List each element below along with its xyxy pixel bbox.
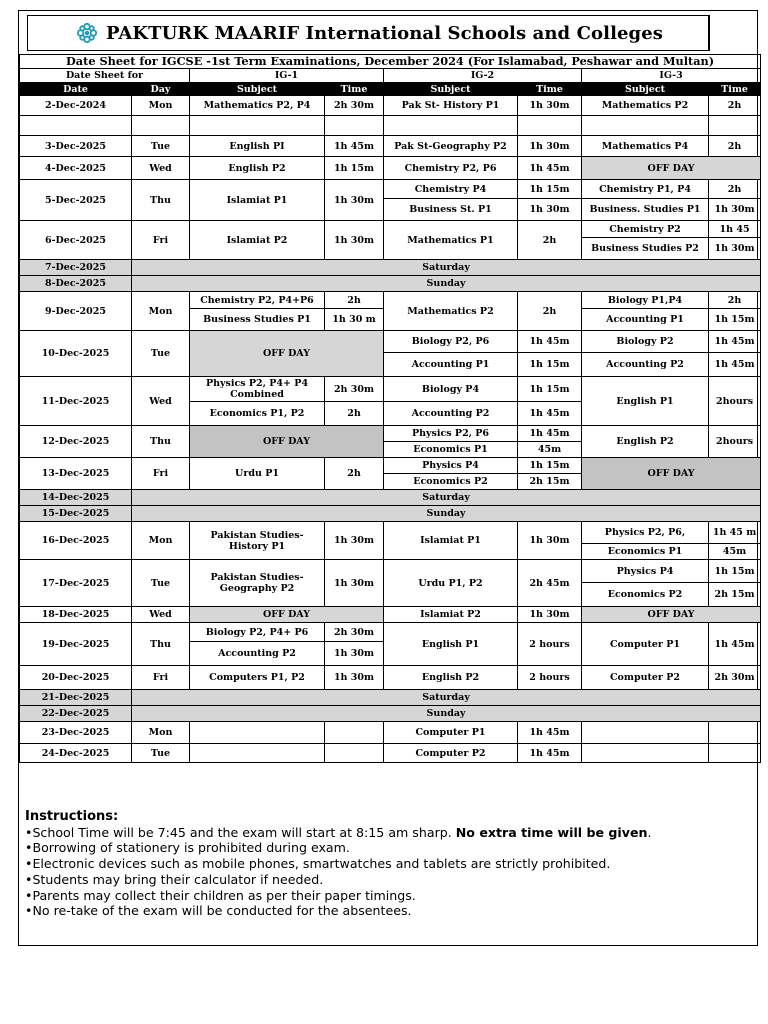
- cell-date: 16-Dec-2025: [20, 522, 132, 560]
- weekend-row: [20, 260, 761, 276]
- cell-time: 1h 45m: [518, 722, 582, 744]
- cell-time: 1h 45m: [709, 331, 761, 353]
- cell-subject: Economics P2: [384, 474, 518, 490]
- cell-subject: Accounting P2: [190, 642, 325, 666]
- date-sheet-page: [18, 10, 758, 946]
- cell-empty: [709, 116, 761, 136]
- cell-empty: [190, 744, 325, 763]
- cell-time: 2h: [709, 180, 761, 199]
- cell-time: 1h 15m: [709, 560, 761, 583]
- table-row: [20, 96, 761, 116]
- cell-day: Mon: [132, 292, 190, 331]
- cell-day: Tue: [132, 331, 190, 377]
- cell-empty: [325, 744, 384, 763]
- cell-subject: English P1: [384, 623, 518, 666]
- table-row: [20, 560, 761, 583]
- cell-time: 2 hours: [518, 623, 582, 666]
- cell-date: 17-Dec-2025: [20, 560, 132, 607]
- cell-subject: Pak St- History P1: [384, 96, 518, 116]
- table-row: [20, 292, 761, 309]
- cell-empty: [384, 116, 518, 136]
- cell-empty: [709, 744, 761, 763]
- cell-time: 1h 30 m: [325, 309, 384, 331]
- cell-time: 2h 30m: [709, 666, 761, 690]
- cell-time: 1h 30m: [325, 560, 384, 607]
- cell-date: 3-Dec-2025: [20, 136, 132, 157]
- instruction-item: • Parents may collect their children as per their paper timings.: [25, 888, 745, 904]
- instruction-emphasis: No extra time will be given: [455, 824, 648, 840]
- off-day-cell: OFF DAY: [190, 426, 384, 458]
- instruction-item: [25, 825, 745, 841]
- cell-empty: [190, 116, 325, 136]
- cell-time: 1h 45m: [518, 744, 582, 763]
- cell-subject: Business. Studies P1: [582, 199, 709, 221]
- col-ig1-time: Time: [325, 83, 384, 96]
- off-day-cell: OFF DAY: [582, 157, 761, 180]
- cell-time: 1h 30m: [518, 607, 582, 623]
- off-day-cell: OFF DAY: [582, 607, 761, 623]
- weekend-row: [20, 506, 761, 522]
- cell-time: 1h 45m: [709, 623, 761, 666]
- cell-time: 2h 30m: [325, 623, 384, 642]
- cell-subject: Biology P2: [582, 331, 709, 353]
- exam-title: Date Sheet for IGCSE -1st Term Examinations, December 2024 (For Islamabad, Peshawar and Multan): [20, 55, 761, 69]
- col-ig2-time: Time: [518, 83, 582, 96]
- cell-day: Fri: [132, 221, 190, 260]
- cell-time: 1h 30m: [325, 221, 384, 260]
- cell-subject: Islamiat P2: [384, 607, 518, 623]
- cell-time: 2 hours: [518, 666, 582, 690]
- cell-date: 22-Dec-2025: [20, 706, 132, 722]
- instruction-item: • Electronic devices such as mobile phones, smartwatches and tablets are strictly prohibited.: [25, 856, 745, 872]
- table-title-row: [20, 55, 761, 69]
- cell-subject: Physics P2, P6: [384, 426, 518, 442]
- cell-time: 45m: [709, 544, 761, 560]
- cell-day: Tue: [132, 744, 190, 763]
- cell-day: Mon: [132, 722, 190, 744]
- cell-time: 1h 45m: [518, 402, 582, 426]
- cell-subject: Chemistry P1, P4: [582, 180, 709, 199]
- weekend-label: Sunday: [132, 506, 761, 522]
- col-day: Day: [132, 83, 190, 96]
- cell-subject: Economics P2: [582, 583, 709, 607]
- cell-time: 1h 45m: [518, 331, 582, 353]
- cell-time: 2h 45m: [518, 560, 582, 607]
- cell-subject: Accounting P2: [582, 353, 709, 377]
- instruction-text: School Time will be 7:45 and the exam will start at 8:15 am sharp.: [32, 824, 456, 840]
- cell-subject: Mathematics P4: [582, 136, 709, 157]
- cell-subject: Chemistry P2, P6: [384, 157, 518, 180]
- exam-schedule-table: [19, 54, 761, 763]
- cell-day: Fri: [132, 666, 190, 690]
- cell-subject: Physics P4: [582, 560, 709, 583]
- cell-subject: Mathematics P2: [384, 292, 518, 331]
- cell-time: 1h 15m: [518, 458, 582, 474]
- ig2-header: IG-2: [384, 69, 582, 83]
- weekend-row: [20, 690, 761, 706]
- cell-time: 1h 30m: [709, 238, 761, 260]
- instructions-heading: Instructions:: [25, 809, 119, 824]
- cell-time: 1h 45 m: [709, 522, 761, 544]
- cell-day: Tue: [132, 136, 190, 157]
- cell-date: 13-Dec-2025: [20, 458, 132, 490]
- cell-subject: Mathematics P2, P4: [190, 96, 325, 116]
- cell-subject: English P2: [190, 157, 325, 180]
- cell-empty: [518, 116, 582, 136]
- cell-time: 1h 45m: [325, 136, 384, 157]
- weekend-label: Sunday: [132, 706, 761, 722]
- table-row: [20, 426, 761, 442]
- empty-row: [20, 116, 761, 136]
- cell-day: Wed: [132, 607, 190, 623]
- cell-time: 1h 30m: [325, 666, 384, 690]
- cell-empty: [325, 722, 384, 744]
- cell-date: 6-Dec-2025: [20, 221, 132, 260]
- instructions-section: [25, 809, 745, 919]
- table-row: [20, 377, 761, 402]
- date-sheet-label: Date Sheet for: [20, 69, 190, 83]
- ig1-header: IG-1: [190, 69, 384, 83]
- cell-time: 2h: [518, 292, 582, 331]
- cell-time: 1h 15m: [709, 309, 761, 331]
- cell-time: 1h 45: [709, 221, 761, 238]
- weekend-label: Saturday: [132, 260, 761, 276]
- cell-time: 45m: [518, 442, 582, 458]
- table-row: [20, 623, 761, 642]
- cell-date: 14-Dec-2025: [20, 490, 132, 506]
- cell-day: Wed: [132, 377, 190, 426]
- cell-subject: Chemistry P2, P4+P6: [190, 292, 325, 309]
- cell-time: 2hours: [709, 426, 761, 458]
- cell-empty: [582, 722, 709, 744]
- cell-empty: [20, 116, 132, 136]
- cell-subject: Islamiat P1: [384, 522, 518, 560]
- table-row: [20, 136, 761, 157]
- cell-subject: Biology P1,P4: [582, 292, 709, 309]
- cell-subject: Mathematics P1: [384, 221, 518, 260]
- column-header-row: [20, 83, 761, 96]
- group-header-row: [20, 69, 761, 83]
- cell-date: 15-Dec-2025: [20, 506, 132, 522]
- cell-date: 9-Dec-2025: [20, 292, 132, 331]
- cell-date: 24-Dec-2025: [20, 744, 132, 763]
- cell-day: Thu: [132, 623, 190, 666]
- cell-date: 21-Dec-2025: [20, 690, 132, 706]
- cell-empty: [132, 116, 190, 136]
- off-day-cell: OFF DAY: [190, 331, 384, 377]
- weekend-label: Saturday: [132, 490, 761, 506]
- table-row: [20, 666, 761, 690]
- cell-subject: Islamiat P1: [190, 180, 325, 221]
- cell-time: 2h: [518, 221, 582, 260]
- cell-time: 1h 30m: [709, 199, 761, 221]
- cell-subject: Physics P2, P4+ P4 Combined: [190, 377, 325, 402]
- instruction-item: • Borrowing of stationery is prohibited during exam.: [25, 840, 745, 856]
- cell-subject: Pakistan Studies-History P1: [190, 522, 325, 560]
- cell-subject: Chemistry P2: [582, 221, 709, 238]
- cell-subject: Economics P1: [582, 544, 709, 560]
- table-row: [20, 722, 761, 744]
- table-row: [20, 607, 761, 623]
- col-ig3-time: Time: [709, 83, 761, 96]
- school-name: PAKTURK MAARIF International Schools and Colleges: [106, 22, 664, 44]
- cell-date: 18-Dec-2025: [20, 607, 132, 623]
- cell-day: Thu: [132, 426, 190, 458]
- cell-subject: Computer P2: [582, 666, 709, 690]
- cell-day: Thu: [132, 180, 190, 221]
- cell-day: Mon: [132, 96, 190, 116]
- cell-subject: English P2: [582, 426, 709, 458]
- cell-empty: [582, 116, 709, 136]
- header-divider: [709, 15, 712, 51]
- cell-time: 2h: [709, 136, 761, 157]
- cell-time: 1h 15m: [325, 157, 384, 180]
- cell-subject: English P2: [384, 666, 518, 690]
- table-row: [20, 522, 761, 544]
- cell-day: Fri: [132, 458, 190, 490]
- cell-subject: Economics P1: [384, 442, 518, 458]
- cell-subject: Pakistan Studies-Geography P2: [190, 560, 325, 607]
- off-day-cell: OFF DAY: [190, 607, 384, 623]
- cell-subject: Accounting P2: [384, 402, 518, 426]
- instruction-item: • Students may bring their calculator if needed.: [25, 872, 745, 888]
- cell-subject: Urdu P1: [190, 458, 325, 490]
- cell-subject: Islamiat P2: [190, 221, 325, 260]
- cell-date: 20-Dec-2025: [20, 666, 132, 690]
- cell-time: 1h 15m: [518, 180, 582, 199]
- cell-subject: English P1: [582, 377, 709, 426]
- cell-subject: Business Studies P2: [582, 238, 709, 260]
- weekend-label: Sunday: [132, 276, 761, 292]
- instruction-end: .: [647, 824, 652, 840]
- cell-subject: Pak St-Geography P2: [384, 136, 518, 157]
- school-header: [27, 15, 709, 51]
- cell-subject: Computers P1, P2: [190, 666, 325, 690]
- cell-empty: [190, 722, 325, 744]
- cell-subject: Computer P2: [384, 744, 518, 763]
- cell-subject: Business Studies P1: [190, 309, 325, 331]
- cell-time: 1h 45m: [518, 157, 582, 180]
- cell-subject: Physics P4: [384, 458, 518, 474]
- cell-empty: [709, 722, 761, 744]
- col-date: Date: [20, 83, 132, 96]
- table-row: [20, 221, 761, 238]
- cell-date: 23-Dec-2025: [20, 722, 132, 744]
- cell-time: 2h 30m: [325, 377, 384, 402]
- cell-time: 1h 45m: [518, 426, 582, 442]
- weekend-row: [20, 276, 761, 292]
- cell-time: 1h 30m: [518, 199, 582, 221]
- cell-time: 2h: [325, 458, 384, 490]
- col-ig2-subject: Subject: [384, 83, 518, 96]
- table-row: [20, 157, 761, 180]
- cell-time: 2h: [325, 292, 384, 309]
- cell-time: 2h: [709, 96, 761, 116]
- cell-subject: English PI: [190, 136, 325, 157]
- cell-time: 1h 15m: [518, 377, 582, 402]
- weekend-row: [20, 490, 761, 506]
- cell-time: 1h 45m: [709, 353, 761, 377]
- cell-date: 12-Dec-2025: [20, 426, 132, 458]
- col-ig1-subject: Subject: [190, 83, 325, 96]
- cell-day: Mon: [132, 522, 190, 560]
- cell-time: 2hours: [709, 377, 761, 426]
- cell-subject: Business St. P1: [384, 199, 518, 221]
- cell-time: 2h 15m: [518, 474, 582, 490]
- cell-subject: Biology P2, P6: [384, 331, 518, 353]
- weekend-label: Saturday: [132, 690, 761, 706]
- cell-time: 1h 30m: [518, 96, 582, 116]
- cell-date: 10-Dec-2025: [20, 331, 132, 377]
- off-day-cell: OFF DAY: [582, 458, 761, 490]
- cell-date: 7-Dec-2025: [20, 260, 132, 276]
- cell-subject: Accounting P1: [384, 353, 518, 377]
- ig3-header: IG-3: [582, 69, 761, 83]
- cell-subject: Urdu P1, P2: [384, 560, 518, 607]
- cell-time: 1h 30m: [518, 136, 582, 157]
- cell-empty: [325, 116, 384, 136]
- instruction-item: • No re-take of the exam will be conducted for the absentees.: [25, 903, 745, 919]
- cell-date: 11-Dec-2025: [20, 377, 132, 426]
- cell-subject: Accounting P1: [582, 309, 709, 331]
- table-row: [20, 744, 761, 763]
- cell-time: 1h 30m: [325, 642, 384, 666]
- cell-day: Tue: [132, 560, 190, 607]
- col-ig3-subject: Subject: [582, 83, 709, 96]
- cell-subject: Biology P2, P4+ P6: [190, 623, 325, 642]
- cell-date: 19-Dec-2025: [20, 623, 132, 666]
- table-row: [20, 331, 761, 353]
- cell-time: 1h 30m: [325, 180, 384, 221]
- cell-time: 2h: [325, 402, 384, 426]
- cell-subject: Computer P1: [582, 623, 709, 666]
- school-logo-icon: [76, 22, 98, 44]
- cell-time: 2h 30m: [325, 96, 384, 116]
- cell-subject: Computer P1: [384, 722, 518, 744]
- cell-date: 8-Dec-2025: [20, 276, 132, 292]
- cell-time: 1h 30m: [518, 522, 582, 560]
- cell-date: 2-Dec-2024: [20, 96, 132, 116]
- table-row: [20, 458, 761, 474]
- cell-time: 1h 30m: [325, 522, 384, 560]
- cell-subject: Chemistry P4: [384, 180, 518, 199]
- cell-date: 4-Dec-2025: [20, 157, 132, 180]
- cell-subject: Biology P4: [384, 377, 518, 402]
- cell-empty: [582, 744, 709, 763]
- cell-subject: Economics P1, P2: [190, 402, 325, 426]
- weekend-row: [20, 706, 761, 722]
- cell-subject: Mathematics P2: [582, 96, 709, 116]
- cell-subject: Physics P2, P6,: [582, 522, 709, 544]
- cell-date: 5-Dec-2025: [20, 180, 132, 221]
- cell-time: 1h 15m: [518, 353, 582, 377]
- cell-time: 2h: [709, 292, 761, 309]
- cell-day: Wed: [132, 157, 190, 180]
- cell-time: 2h 15m: [709, 583, 761, 607]
- table-row: [20, 180, 761, 199]
